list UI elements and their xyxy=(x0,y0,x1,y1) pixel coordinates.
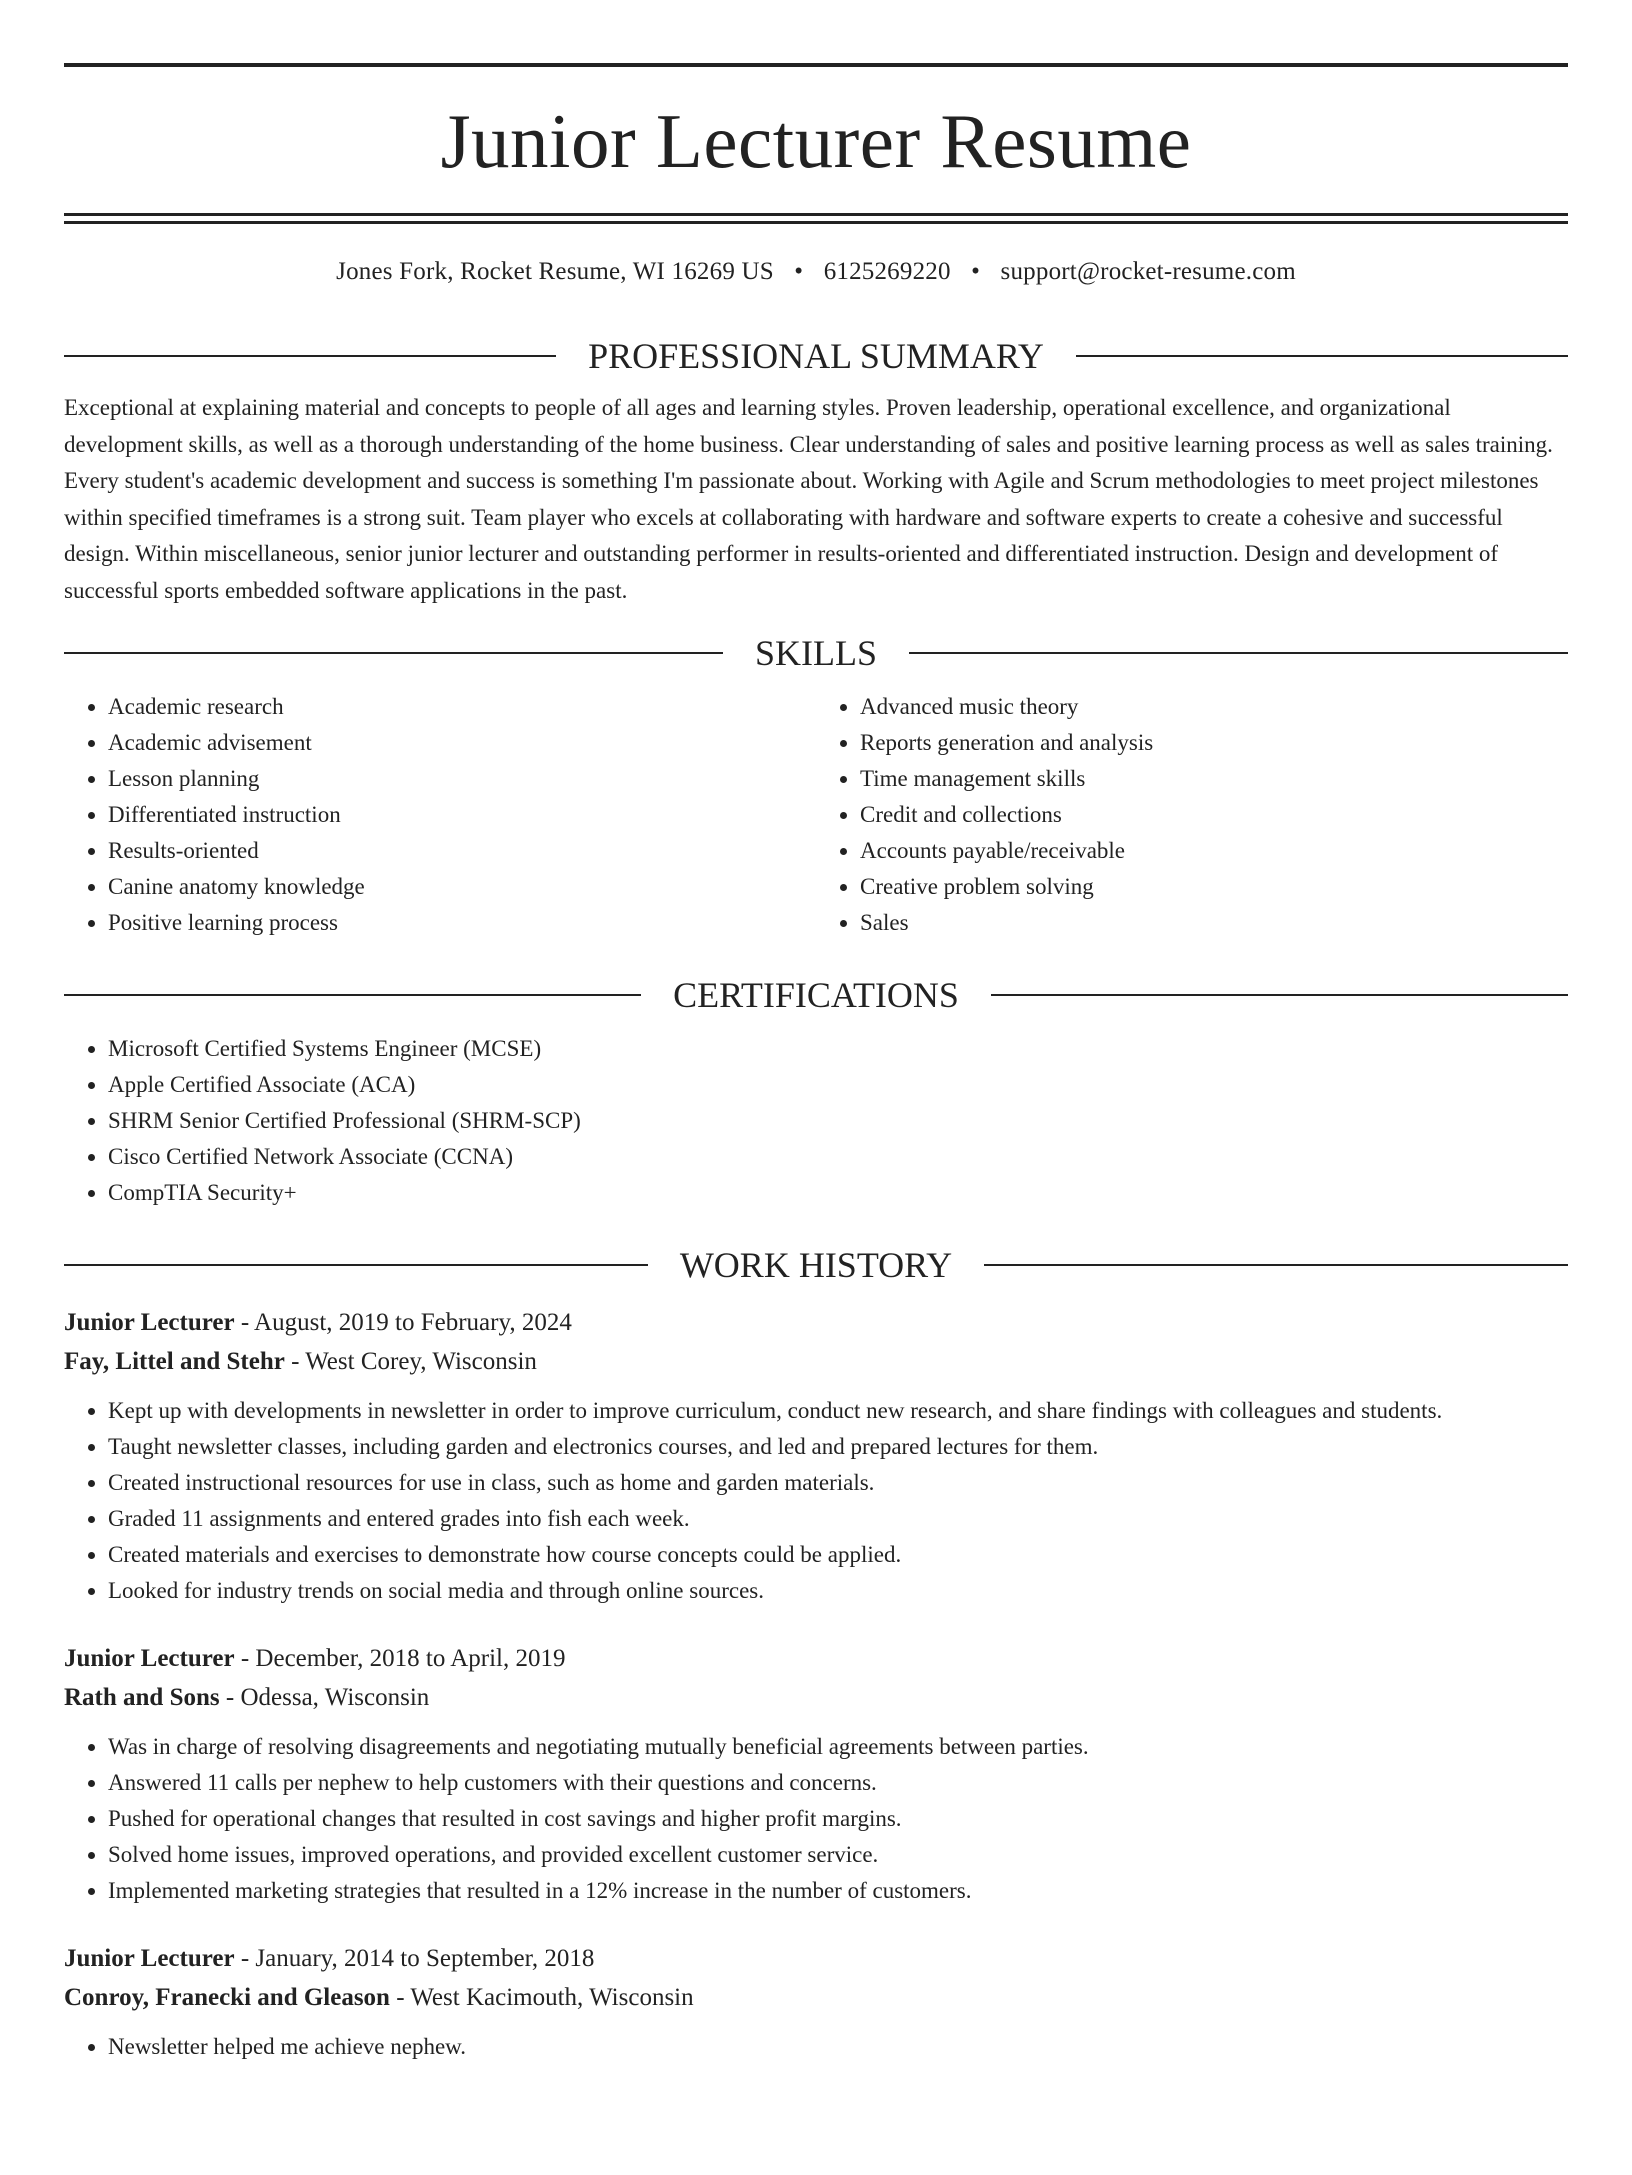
skills-columns xyxy=(64,689,1568,941)
job-bullets xyxy=(64,1729,1568,1909)
job-dates: - August, 2019 to February, 2024 xyxy=(240,1309,572,1336)
certification-item: • Cisco Certified Network Associate (CCNA) xyxy=(108,1139,1568,1175)
heading-label: WORK HISTORY xyxy=(679,1245,953,1285)
job-bullet: • Pushed for operational changes that resulted in cost savings and higher profit margins. xyxy=(108,1801,1568,1837)
skill-item: • Time management skills xyxy=(860,761,1568,797)
heading-label: PROFESSIONAL SUMMARY xyxy=(588,336,1044,376)
job-entry xyxy=(64,1303,1568,1609)
skill-item: • Results-oriented xyxy=(108,833,816,869)
certification-item: • Apple Certified Associate (ACA) xyxy=(108,1067,1568,1103)
job-bullets xyxy=(64,2029,1568,2065)
skills-list-right xyxy=(816,689,1568,941)
job-title: Junior Lecturer xyxy=(64,1309,235,1336)
job-location: - West Kacimouth, Wisconsin xyxy=(396,1984,694,2011)
heading-rule xyxy=(1076,355,1568,357)
job-bullet: • Graded 11 assignments and entered grades into fish each week. xyxy=(108,1501,1568,1537)
section-heading-certifications xyxy=(64,971,1568,1019)
contact-address: Jones Fork, Rocket Resume, WI 16269 US xyxy=(336,258,774,285)
certification-item: • Microsoft Certified Systems Engineer (MCSE) xyxy=(108,1031,1568,1067)
heading-rule xyxy=(64,355,556,357)
skill-item: • Canine anatomy knowledge xyxy=(108,869,816,905)
certification-item: • CompTIA Security+ xyxy=(108,1175,1568,1211)
skill-item: • Credit and collections xyxy=(860,797,1568,833)
heading-rule xyxy=(64,994,641,996)
skill-item: • Positive learning process xyxy=(108,905,816,941)
contact-phone: 6125269220 xyxy=(823,258,951,285)
summary-text: Exceptional at explaining material and concepts to people of all ages and learning styles. Proven leadership, operational excellence, and organizational development skills, as well as a thorough understanding of the home business. Clear understanding of sales and positive learning process as well as sales training. Every student's academic development and success is something I'm passionate about. Working with Agile and Scrum methodologies to meet project milestones within specified timeframes is a strong suit. Team player who excels at collaborating with hardware and software experts to create a cohesive and successful design. Within miscellaneous, senior junior lecturer and outstanding performer in results-oriented and differentiated instruction. Design and development of successful sports embedded software applications in the past. xyxy=(64,395,1553,603)
skill-item: • Creative problem solving xyxy=(860,869,1568,905)
section-heading-work-history xyxy=(64,1241,1568,1289)
job-bullets xyxy=(64,1393,1568,1609)
resume-page xyxy=(0,63,1632,2175)
contact-line xyxy=(64,258,1568,298)
heading-rule xyxy=(64,652,723,654)
job-bullet: • Looked for industry trends on social media and through online sources. xyxy=(108,1573,1568,1609)
certifications-list xyxy=(64,1031,1568,1211)
skill-item: • Differentiated instruction xyxy=(108,797,816,833)
job-location: - West Corey, Wisconsin xyxy=(291,1348,537,1375)
skills-list-left xyxy=(64,689,816,941)
title-double-rule xyxy=(64,213,1568,224)
job-dates: - December, 2018 to April, 2019 xyxy=(240,1645,566,1672)
section-heading-skills xyxy=(64,629,1568,677)
job-bullet: • Newsletter helped me achieve nephew. xyxy=(108,2029,1568,2065)
contact-separator: • xyxy=(794,258,804,285)
job-bullet: • Answered 11 calls per nephew to help customers with their questions and concerns. xyxy=(108,1765,1568,1801)
job-company: Conroy, Franecki and Gleason xyxy=(64,1984,390,2011)
job-bullet: • Taught newsletter classes, including garden and electronics courses, and led and prepared lectures for them. xyxy=(108,1429,1568,1465)
job-title-line xyxy=(64,1303,1568,1342)
skill-item: • Lesson planning xyxy=(108,761,816,797)
job-company-line xyxy=(64,1978,1568,2017)
contact-email: support@rocket-resume.com xyxy=(1000,258,1296,285)
section-heading-summary xyxy=(64,332,1568,380)
resume-title: Junior Lecturer Resume xyxy=(440,98,1192,184)
job-company-line xyxy=(64,1678,1568,1717)
heading-label: SKILLS xyxy=(755,633,878,673)
job-company: Rath and Sons xyxy=(64,1684,220,1711)
contact-separator: • xyxy=(971,258,981,285)
heading-label: CERTIFICATIONS xyxy=(673,975,959,1015)
job-bullet: • Created instructional resources for use in class, such as home and garden materials. xyxy=(108,1465,1568,1501)
job-title: Junior Lecturer xyxy=(64,1945,235,1972)
skill-item: • Sales xyxy=(860,905,1568,941)
skill-item: • Reports generation and analysis xyxy=(860,725,1568,761)
job-company: Fay, Littel and Stehr xyxy=(64,1348,285,1375)
job-title-line xyxy=(64,1939,1568,1978)
job-bullet: • Implemented marketing strategies that resulted in a 12% increase in the number of customers. xyxy=(108,1873,1568,1909)
job-bullet: • Kept up with developments in newsletter in order to improve curriculum, conduct new research, and share findings with colleagues and students. xyxy=(108,1393,1568,1429)
heading-rule xyxy=(64,1264,648,1266)
job-title: Junior Lecturer xyxy=(64,1645,235,1672)
job-entry xyxy=(64,1639,1568,1909)
skill-item: • Academic advisement xyxy=(108,725,816,761)
heading-rule xyxy=(991,994,1568,996)
skill-item: • Advanced music theory xyxy=(860,689,1568,725)
heading-rule xyxy=(984,1264,1568,1266)
job-entry xyxy=(64,1939,1568,2065)
job-title-line xyxy=(64,1639,1568,1678)
job-bullet: • Was in charge of resolving disagreements and negotiating mutually beneficial agreements between parties. xyxy=(108,1729,1568,1765)
job-company-line xyxy=(64,1342,1568,1381)
job-location: - Odessa, Wisconsin xyxy=(225,1684,430,1711)
heading-rule xyxy=(909,652,1568,654)
top-rule xyxy=(64,63,1568,67)
job-dates: - January, 2014 to September, 2018 xyxy=(240,1945,595,1972)
job-bullet: • Solved home issues, improved operations, and provided excellent customer service. xyxy=(108,1837,1568,1873)
job-bullet: • Created materials and exercises to demonstrate how course concepts could be applied. xyxy=(108,1537,1568,1573)
skill-item: • Academic research xyxy=(108,689,816,725)
certification-item: • SHRM Senior Certified Professional (SHRM-SCP) xyxy=(108,1103,1568,1139)
skill-item: • Accounts payable/receivable xyxy=(860,833,1568,869)
